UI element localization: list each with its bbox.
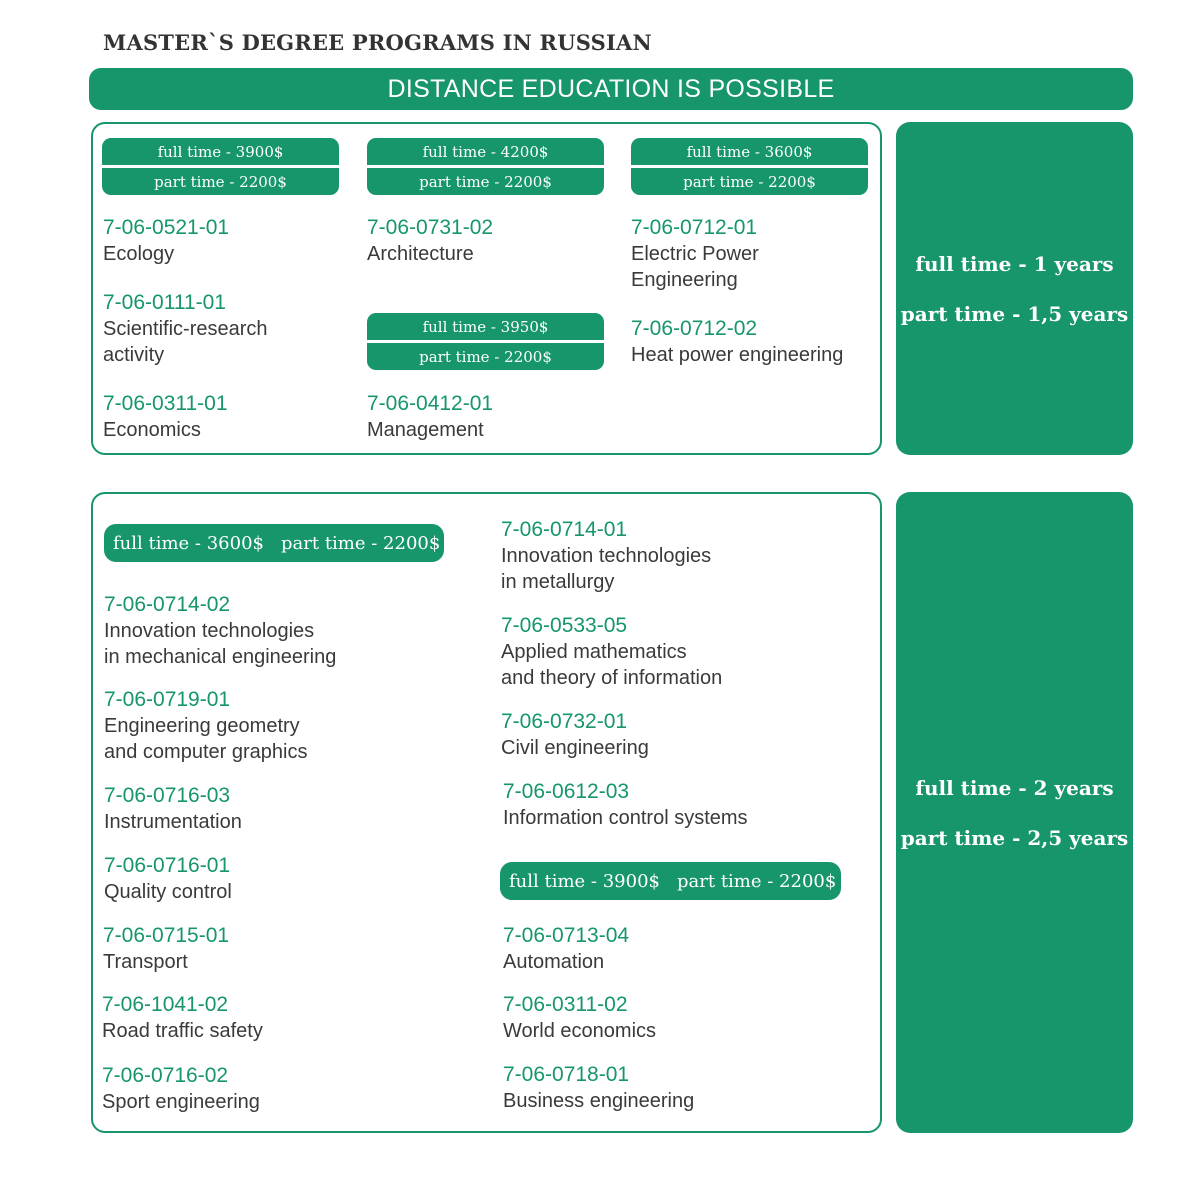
program-code: 7-06-0412-01	[367, 392, 494, 415]
program-name-line-2: in mechanical engineering	[104, 646, 337, 668]
program-item	[501, 517, 711, 595]
price-part-time: part time - 2200$	[677, 870, 837, 892]
duration-part-time: part time - 2,5 years	[900, 825, 1129, 850]
price-tag	[102, 138, 339, 195]
distance-education-banner: DISTANCE EDUCATION IS POSSIBLE	[89, 68, 1133, 110]
program-code: 7-06-0716-03	[104, 784, 231, 807]
price-full-time: full time - 4200$	[367, 138, 604, 165]
duration-full-time: full time - 1 years	[915, 251, 1114, 276]
price-full-time: full time - 3950$	[367, 313, 604, 340]
program-code: 7-06-0111-01	[103, 291, 226, 314]
program-name-line-2: and theory of information	[501, 667, 723, 689]
program-item	[104, 687, 307, 765]
program-code: 7-06-0311-02	[503, 993, 628, 1016]
program-code: 7-06-0521-01	[103, 216, 230, 239]
price-part-time: part time - 2200$	[631, 168, 868, 195]
program-name-line-2: in metallurgy	[501, 571, 615, 593]
duration-part-time: part time - 1,5 years	[900, 301, 1129, 326]
program-code: 7-06-0718-01	[503, 1063, 630, 1086]
program-item	[102, 1063, 260, 1115]
program-item	[102, 992, 263, 1044]
price-full-time: full time - 3600$	[631, 138, 868, 165]
program-item	[104, 783, 242, 835]
program-code: 7-06-0533-05	[501, 614, 628, 637]
price-part-time: part time - 2200$	[102, 168, 339, 195]
price-part-time: part time - 2200$	[281, 532, 441, 554]
price-full-time: full time - 3900$	[102, 138, 339, 165]
program-code: 7-06-0716-01	[104, 854, 231, 877]
price-part-time: part time - 2200$	[367, 343, 604, 370]
price-tag	[367, 313, 604, 370]
program-name: Business engineering	[503, 1090, 695, 1112]
program-name: Electric Power	[631, 243, 759, 265]
program-name: Road traffic safety	[102, 1020, 263, 1042]
program-item	[103, 215, 229, 267]
program-code: 7-06-0612-03	[503, 780, 630, 803]
duration-full-time: full time - 2 years	[915, 775, 1114, 800]
program-code: 7-06-0712-02	[631, 317, 758, 340]
program-item	[501, 709, 649, 761]
program-name: Management	[367, 419, 484, 441]
program-name-line-2: and computer graphics	[104, 741, 308, 763]
program-name: Engineering geometry	[104, 715, 300, 737]
program-code: 7-06-0716-02	[102, 1064, 229, 1087]
program-code: 7-06-0719-01	[104, 688, 231, 711]
program-item	[631, 316, 843, 368]
program-name: Applied mathematics	[501, 641, 687, 663]
program-name: Economics	[103, 419, 201, 441]
program-name-line-2: activity	[103, 344, 165, 366]
program-item	[503, 923, 629, 975]
program-name: Transport	[103, 951, 188, 973]
program-name: Information control systems	[503, 807, 748, 829]
program-item	[503, 779, 748, 831]
program-code: 7-06-0714-01	[501, 518, 628, 541]
program-code: 7-06-0732-01	[501, 710, 628, 733]
price-tag	[500, 862, 841, 900]
program-item	[103, 923, 229, 975]
program-name: Innovation technologies	[501, 545, 712, 567]
program-code: 7-06-0715-01	[103, 924, 230, 947]
section-one-duration	[896, 122, 1133, 455]
price-tag	[631, 138, 868, 195]
program-name: Quality control	[104, 881, 232, 903]
program-item	[501, 613, 722, 691]
page-title: MASTER`S DEGREE PROGRAMS IN RUSSIAN	[103, 30, 652, 55]
section-two-duration	[896, 492, 1133, 1133]
price-part-time: part time - 2200$	[367, 168, 604, 195]
program-item	[503, 992, 656, 1044]
program-name: Scientific-research	[103, 318, 268, 340]
program-item	[104, 853, 232, 905]
program-name: Civil engineering	[501, 737, 649, 759]
program-item	[103, 290, 268, 368]
program-code: 7-06-0713-04	[503, 924, 630, 947]
program-code: 7-06-0712-01	[631, 216, 758, 239]
program-name: Automation	[503, 951, 605, 973]
program-name-line-2: Engineering	[631, 269, 738, 291]
price-full-time: full time - 3600$	[113, 532, 264, 554]
program-item	[104, 592, 336, 670]
program-name: Architecture	[367, 243, 474, 265]
price-tag	[104, 524, 444, 562]
program-item	[103, 391, 228, 443]
program-name: Sport engineering	[102, 1091, 260, 1113]
program-name: Instrumentation	[104, 811, 242, 833]
price-full-time: full time - 3900$	[509, 870, 660, 892]
program-name: Ecology	[103, 243, 175, 265]
program-name: Innovation technologies	[104, 620, 315, 642]
program-name: Heat power engineering	[631, 344, 844, 366]
program-code: 7-06-0731-02	[367, 216, 494, 239]
program-item	[367, 215, 493, 267]
program-code: 7-06-1041-02	[102, 993, 229, 1016]
program-code: 7-06-0311-01	[103, 392, 228, 415]
program-name: World economics	[503, 1020, 657, 1042]
price-tag	[367, 138, 604, 195]
program-code: 7-06-0714-02	[104, 593, 231, 616]
program-item	[367, 391, 493, 443]
program-item	[503, 1062, 694, 1114]
program-item	[631, 215, 759, 293]
